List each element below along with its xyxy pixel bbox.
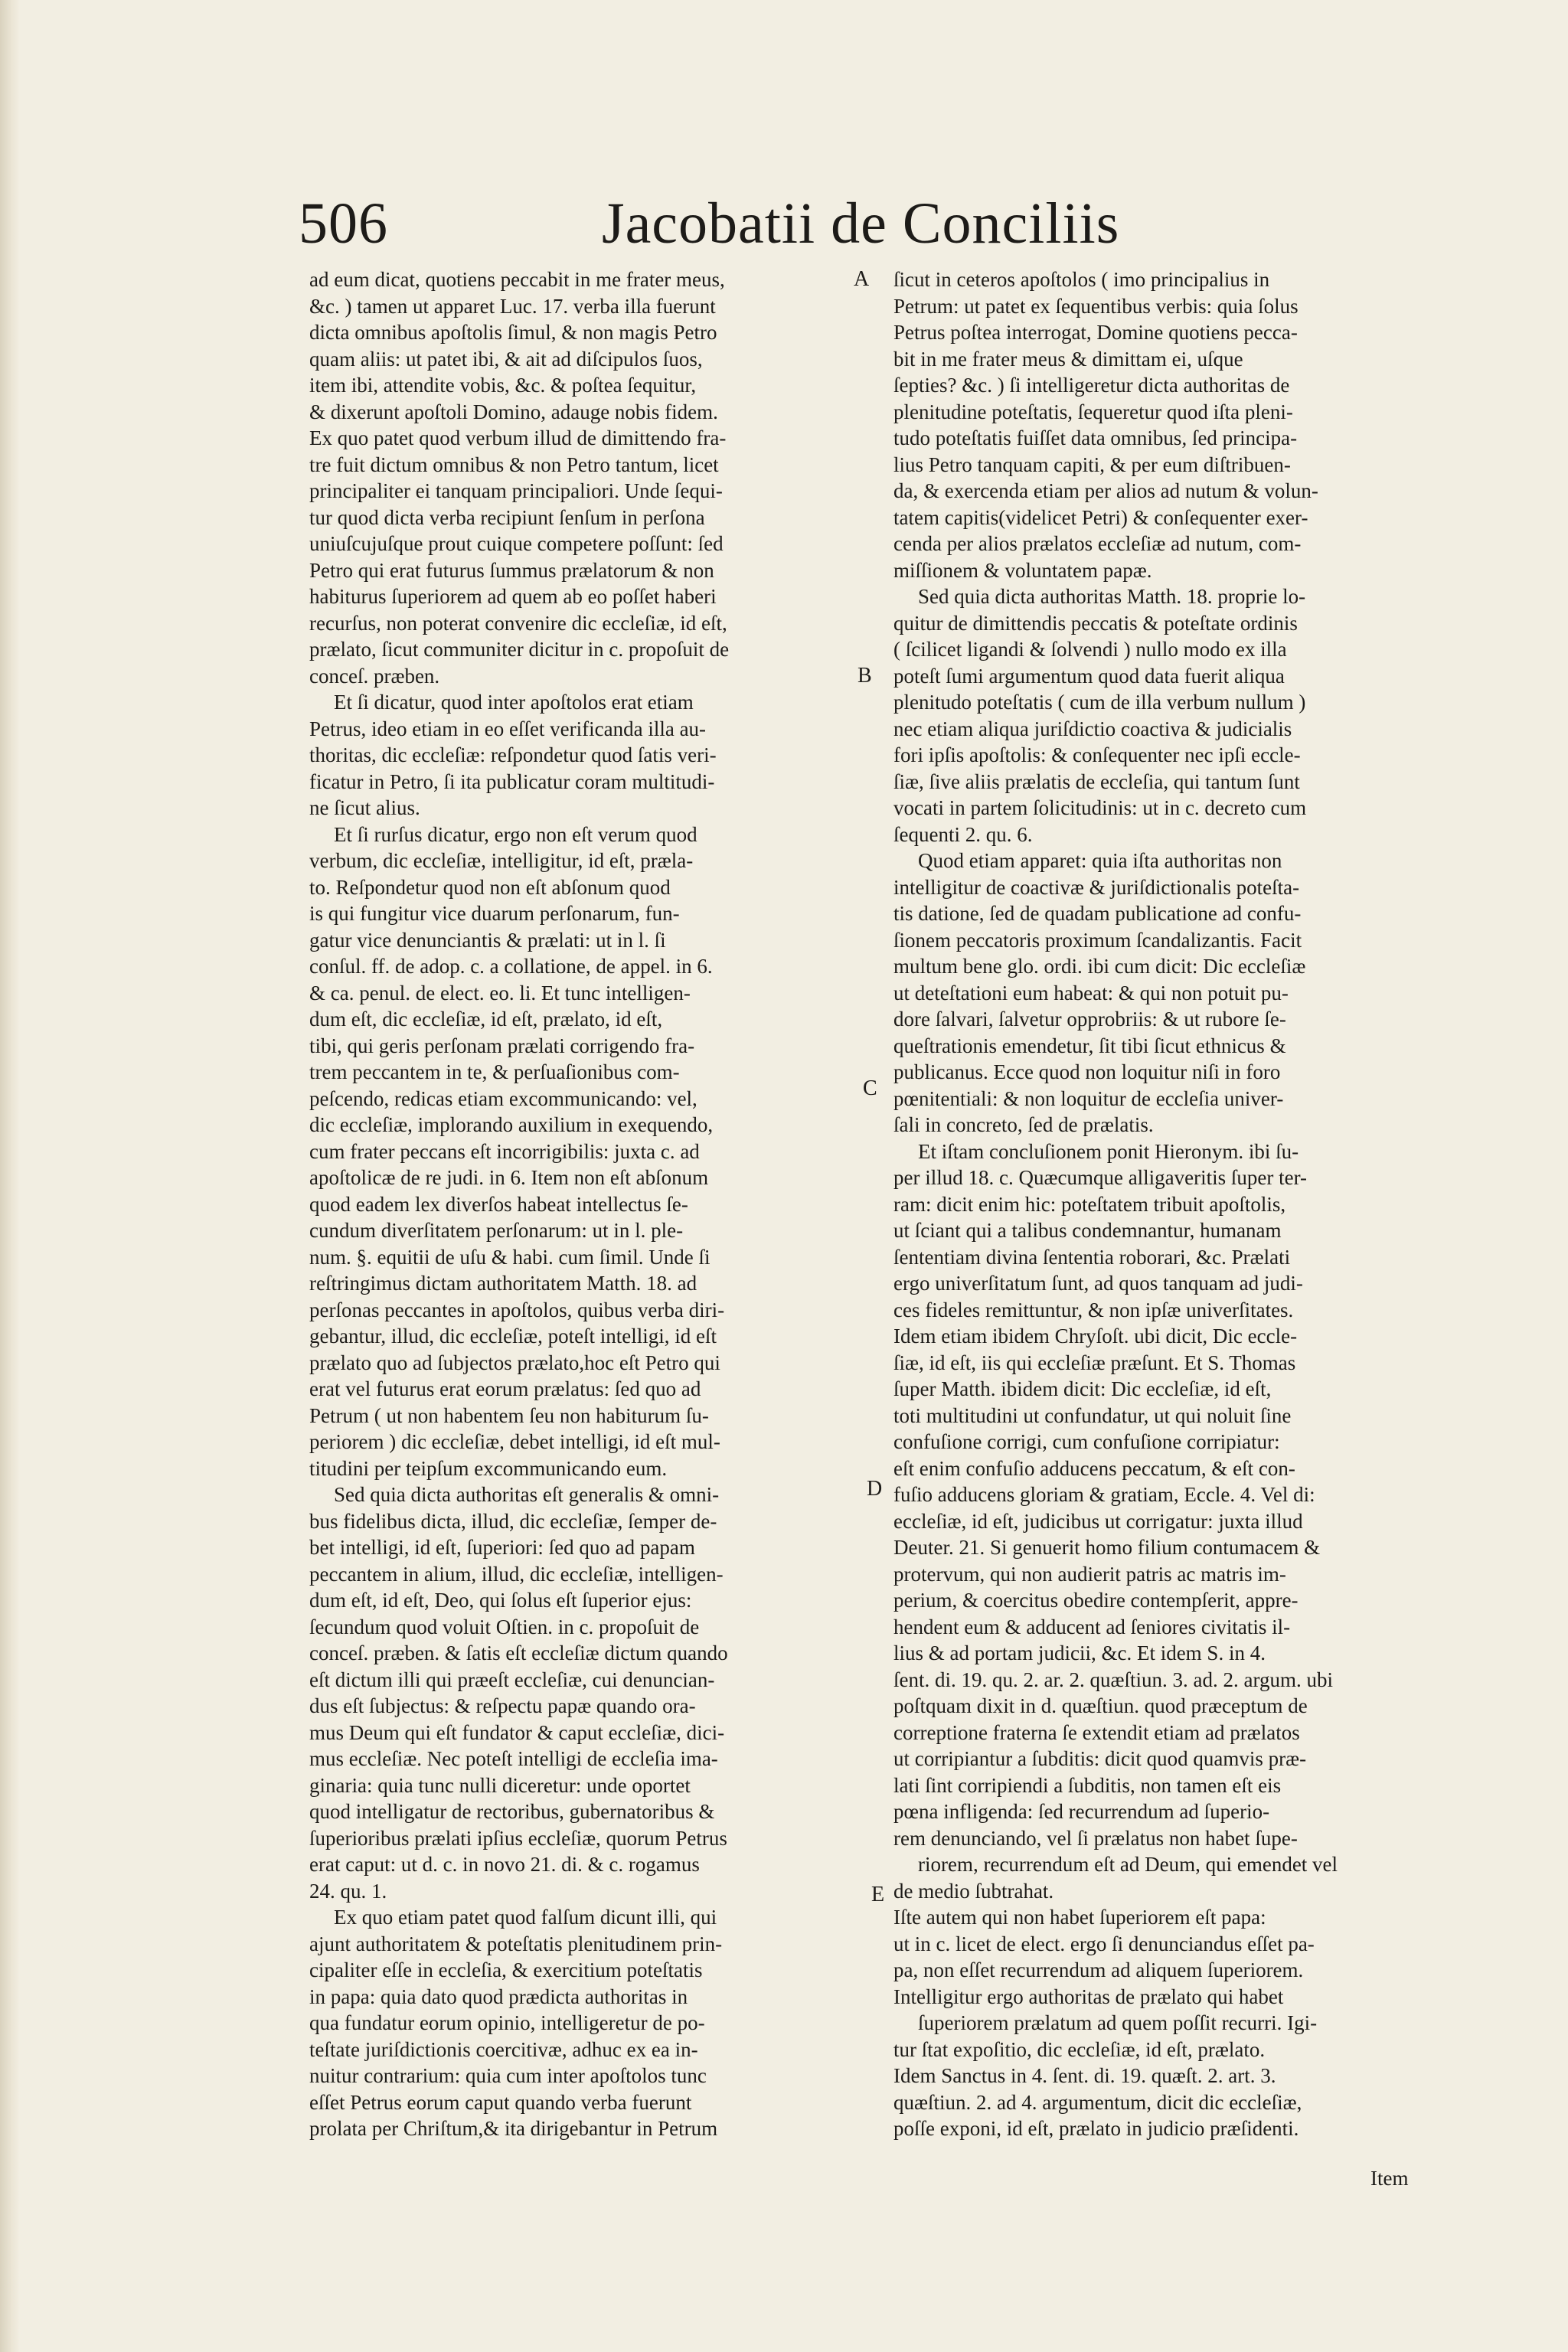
text-line: item ibi, attendite vobis, &c. & poſtea ſequitur,: [309, 374, 697, 397]
text-line: bit in me frater meus & dimittam ei, uſque: [893, 347, 1243, 371]
text-line: pœnitentiali: & non loquitur de eccleſia univer-: [893, 1086, 1284, 1110]
page-number: 506: [299, 191, 388, 256]
marginal-letter-d: D: [867, 1477, 883, 1501]
text-line: miſſionem & voluntatem papæ.: [893, 558, 1152, 582]
text-line: poteſt ſumi argumentum quod data fuerit aliqua: [893, 664, 1285, 688]
text-line: Petrus, ideo etiam in eo eſſet verificanda illa au-: [309, 717, 707, 740]
text-line: ſepties? &c. ) ſi intelligeretur dicta authoritas de: [893, 374, 1290, 397]
text-line: ginaria: quia tunc nulli diceretur: unde oportet: [309, 1773, 691, 1797]
text-line: Sed quia dicta authoritas eſt generalis & omni-: [334, 1483, 720, 1506]
text-line: Et ſi rurſus dicatur, ergo non eſt verum quod: [334, 822, 697, 846]
marginal-letter-e: E: [871, 1883, 885, 1906]
text-line: dic eccleſiæ, implorando auxilium in exequendo,: [309, 1113, 714, 1136]
text-line: prælato, ſicut communiter dicitur in c. propoſuit de: [309, 638, 730, 661]
text-line: ſuper Matth. ibidem dicit: Dic eccleſiæ, id eſt,: [893, 1377, 1272, 1400]
text-line: tudo poteſtatis fuiſſet data omnibus, ſed principa-: [893, 426, 1298, 449]
text-line: quod intelligatur de rectoribus, gubernatoribus &: [309, 1800, 715, 1823]
text-line: ces fideles remittuntur, & non ipſæ univerſitates.: [893, 1298, 1294, 1321]
text-line: ficatur in Petro, ſi ita publicatur coram multitudi-: [309, 769, 715, 793]
text-line: ram: dicit enim hic: poteſtatem tribuit apoſtolis,: [893, 1192, 1286, 1216]
text-line: eſt enim confuſio adducens peccatum, & eſt con-: [893, 1456, 1295, 1480]
text-line: reſtringimus dictam authoritatem Matth. 18. ad: [309, 1272, 697, 1295]
text-line: lati ſint corripiendi a ſubditis, non tamen eſt eis: [893, 1773, 1282, 1797]
text-line: dus eſt ſubjectus: & reſpectu papæ quando ora-: [309, 1694, 696, 1717]
marginal-letter-b: B: [858, 664, 872, 688]
text-line: ſuperioribus prælati ipſius eccleſiæ, quorum Petrus: [309, 1826, 727, 1850]
text-line: tatem capitis(videlicet Petri) & conſequenter exer-: [893, 505, 1308, 529]
text-line: conſul. ff. de adop. c. a collatione, de appel. in 6.: [309, 955, 713, 978]
text-line: Petrum ( ut non habentem ſeu non habiturum ſu-: [309, 1403, 709, 1427]
text-line: correptione fraterna ſe extendit etiam ad prælatos: [893, 1720, 1300, 1744]
text-line: tur quod dicta verba recipiunt ſenſum in perſona: [309, 505, 705, 529]
text-line: peccantem in alium, illud, dic eccleſiæ, intelligen-: [309, 1562, 724, 1586]
text-line: ſuperiorem prælatum ad quem poſſit recurri. Igi-: [918, 2011, 1318, 2034]
text-line: de medio ſubtrahat.: [893, 1879, 1054, 1903]
text-line: & dixerunt apoſtoli Domino, adauge nobis fidem.: [309, 400, 718, 423]
text-line: 24. qu. 1.: [309, 1879, 387, 1903]
text-line: perium, & coercitus obedire contempſerit, appre-: [893, 1589, 1298, 1612]
text-line: dum eſt, dic eccleſiæ, id eſt, prælato, id eſt,: [309, 1008, 663, 1031]
text-line: quæſtiun. 2. ad 4. argumentum, dicit dic eccleſiæ,: [893, 2090, 1302, 2114]
text-line: confuſione corrigi, cum confuſione corripiatur:: [893, 1430, 1280, 1453]
text-line: ſiæ, ſive aliis prælatis de eccleſia, qui tantum ſunt: [893, 769, 1300, 793]
text-line: num. §. equitii de uſu & habi. cum ſimil. Unde ſi: [309, 1245, 710, 1269]
text-line: Petro qui erat futurus ſummus prælatorum & non: [309, 558, 714, 582]
text-line: Deuter. 21. Si genuerit homo filium contumacem &: [893, 1536, 1321, 1559]
text-line: Idem Sanctus in 4. ſent. di. 19. quæſt. 2. art. 3.: [893, 2064, 1276, 2087]
text-line: Sed quia dicta authoritas Matth. 18. proprie lo-: [918, 585, 1306, 608]
text-line: erat vel futurus erat eorum prælatus: ſed quo ad: [309, 1377, 701, 1400]
text-line: vocati in partem ſolicitudinis: ut in c. decreto cum: [893, 796, 1307, 819]
text-line: da, & exercenda etiam per alios ad nutum & volun-: [893, 479, 1318, 502]
text-line: ad eum dicat, quotiens peccabit in me frater meus,: [309, 268, 725, 291]
text-line: plenitudine poteſtatis, ſequeretur quod iſta pleni-: [893, 400, 1293, 423]
text-line: prælato quo ad ſubjectos prælato,hoc eſt Petro qui: [309, 1351, 720, 1374]
text-line: ſecundum quod voluit Oſtien. in c. propoſuit de: [309, 1615, 700, 1638]
text-line: Ex quo patet quod verbum illud de dimittendo fra-: [309, 426, 727, 449]
text-line: nec etiam aliqua juriſdictio coactiva & judicialis: [893, 717, 1292, 740]
text-line: eſſet Petrus eorum caput quando verba fuerunt: [309, 2090, 692, 2114]
text-line: hendent eum & adducent ad ſeniores civitatis il-: [893, 1615, 1291, 1638]
text-line: ne ſicut alius.: [309, 796, 420, 819]
text-line: uniuſcujuſque prout cuique competere poſſunt: ſed: [309, 532, 724, 555]
text-line: pœna infligenda: ſed recurrendum ad ſuperio-: [893, 1800, 1270, 1823]
text-line: thoritas, dic eccleſiæ: reſpondetur quod ſatis veri-: [309, 743, 717, 766]
text-line: fuſio adducens gloriam & gratiam, Eccle. 4. Vel di:: [893, 1483, 1315, 1506]
text-line: Et iſtam concluſionem ponit Hieronym. ibi ſu-: [918, 1139, 1299, 1163]
text-line: fori ipſis apoſtolis: & conſequenter nec ipſi eccle-: [893, 743, 1301, 766]
text-line: teſtate juriſdictionis coercitivæ, adhuc ex ea in-: [309, 2037, 698, 2061]
text-line: ut in c. licet de elect. ergo ſi denunciandus eſſet pa-: [893, 1932, 1315, 1955]
text-line: perſonas peccantes in apoſtolos, quibus verba diri-: [309, 1298, 725, 1321]
text-line: periorem ) dic eccleſiæ, debet intelligi, id eſt mul-: [309, 1430, 720, 1453]
text-line: multum bene glo. ordi. ibi cum dicit: Dic eccleſiæ: [893, 955, 1306, 978]
text-line: tibi, qui geris perſonam prælati corrigendo fra-: [309, 1034, 695, 1057]
text-line: Iſte autem qui non habet ſuperiorem eſt papa:: [893, 1906, 1266, 1929]
running-head: Jacobatii de Conciliis: [602, 191, 1120, 256]
marginal-letter-a: A: [854, 267, 870, 291]
text-line: lius & ad portam judicii, &c. Et idem S. in 4.: [893, 1642, 1266, 1664]
text-line: poſſe exponi, id eſt, prælato in judicio præſidenti.: [893, 2117, 1299, 2140]
text-line: apoſtolicæ de re judi. in 6. Item non eſt abſonum: [309, 1166, 709, 1189]
text-line: dicta omnibus apoſtolis ſimul, & non magis Petro: [309, 321, 717, 344]
text-line: ut ſciant qui a talibus condemnantur, humanam: [893, 1219, 1282, 1242]
text-line: quod eadem lex diverſos habeat intellectus ſe-: [309, 1192, 688, 1216]
text-line: Ex quo etiam patet quod falſum dicunt illi, qui: [334, 1906, 717, 1929]
text-line: bus fidelibus dicta, illud, dic eccleſiæ, ſemper de-: [309, 1509, 717, 1533]
text-line: verbum, dic eccleſiæ, intelligitur, id eſt, præla-: [309, 849, 694, 872]
text-line: bet intelligi, id eſt, ſuperiori: ſed quo ad papam: [309, 1536, 695, 1559]
text-line: & ca. penul. de elect. eo. li. Et tunc intelligen-: [309, 981, 691, 1004]
text-line: ſiæ, id eſt, iis qui eccleſiæ præſunt. Et S. Thomas: [893, 1351, 1296, 1374]
text-line: ſionem peccatoris proximum ſcandalizantis. Facit: [893, 928, 1302, 952]
text-line: mus eccleſiæ. Nec poteſt intelligi de eccleſia ima-: [309, 1747, 718, 1770]
text-line: Quod etiam apparet: quia iſta authoritas non: [918, 849, 1282, 872]
text-line: mus Deum qui eſt fundator & caput eccleſiæ, dici-: [309, 1720, 725, 1744]
text-line: ajunt authoritatem & poteſtatis plenitudinem prin-: [309, 1932, 723, 1955]
text-line: quam aliis: ut patet ibi, & ait ad diſcipulos ſuos,: [309, 347, 703, 371]
text-line: ( ſcilicet ligandi & ſolvendi ) nullo modo ex illa: [893, 638, 1287, 661]
text-line: cum frater peccans eſt incorrigibilis: juxta c. ad: [309, 1139, 700, 1163]
text-line: &c. ) tamen ut apparet Luc. 17. verba illa fuerunt: [309, 294, 716, 318]
text-line: publicanus. Ecce quod non loquitur niſi in foro: [893, 1060, 1281, 1083]
text-line: nuitur contrarium: quia cum inter apoſtolos tunc: [309, 2064, 707, 2087]
text-line: gatur vice denunciantis & prælati: ut in l. ſi: [309, 928, 666, 952]
text-line: conceſ. præben. & ſatis eſt eccleſiæ dictum quando: [309, 1642, 728, 1664]
text-line: is qui fungitur vice duarum perſonarum, fun-: [309, 902, 680, 925]
text-line: ſali in concreto, ſed de prælatis.: [893, 1113, 1154, 1136]
text-line: trem peccantem in te, & perſuaſionibus com-: [309, 1060, 680, 1083]
text-line: cenda per alios prælatos eccleſiæ ad nutum, com-: [893, 532, 1302, 555]
text-line: principaliter ei tanquam principaliori. Unde ſequi-: [309, 479, 723, 502]
text-line: pa, non eſſet recurrendum ad aliquem ſuperiorem.: [893, 1958, 1304, 1981]
text-line: plenitudo poteſtatis ( cum de illa verbum nullum ): [893, 691, 1306, 714]
text-line: toti multitudini ut confundatur, ut qui noluit ſine: [893, 1403, 1292, 1427]
text-line: cipaliter eſſe in eccleſia, & exercitium poteſtatis: [309, 1958, 703, 1981]
text-line: prolata per Chriſtum,& ita dirigebantur in Petrum: [309, 2117, 718, 2140]
marginal-letter-c: C: [863, 1076, 877, 1100]
text-line: protervum, qui non audierit patris ac matris im-: [893, 1562, 1286, 1586]
text-line: eſt dictum illi qui præeſt eccleſiæ, cui denuncian-: [309, 1668, 715, 1691]
text-line: recurſus, non poterat convenire dic eccleſiæ, id eſt,: [309, 611, 727, 635]
text-line: gebantur, illud, dic eccleſiæ, poteſt intelligi, id eſt: [309, 1325, 717, 1348]
text-line: tur ſtat expoſitio, dic eccleſiæ, id eſt, prælato.: [893, 2037, 1266, 2061]
text-line: dum eſt, id eſt, Deo, qui ſolus eſt ſuperior ejus:: [309, 1589, 692, 1612]
text-line: to. Reſpondetur quod non eſt abſonum quod: [309, 875, 671, 899]
text-line: ergo univerſitatum ſunt, ad quos tanquam ad judi-: [893, 1272, 1303, 1295]
text-line: tis datione, ſed de quadam publicatione ad confu-: [893, 902, 1302, 925]
text-line: Intelligitur ergo authoritas de prælato qui habet: [893, 1984, 1284, 2008]
text-line: ſententiam divina ſententia roborari, &c. Prælati: [893, 1245, 1291, 1269]
text-line: qua fundatur eorum opinio, intelligeretur de po-: [309, 2011, 705, 2034]
text-line: ſequenti 2. qu. 6.: [893, 822, 1033, 846]
text-line: cundum diverſitatem perſonarum: ut in l. ple-: [309, 1219, 684, 1242]
text-line: Petrus poſtea interrogat, Domine quotiens pecca-: [893, 321, 1298, 344]
text-line: tre fuit dictum omnibus & non Petro tantum, licet: [309, 452, 719, 476]
text-line: ut deteſtationi eum habeat: & qui non potuit pu-: [893, 981, 1289, 1004]
text-line: ſicut in ceteros apoſtolos ( imo principalius in: [893, 268, 1270, 291]
text-line: quitur de dimittendis peccatis & poteſtate ordinis: [893, 611, 1298, 635]
text-line: Petrum: ut patet ex ſequentibus verbis: quia ſolus: [893, 294, 1298, 318]
text-line: habiturus ſuperiorem ad quem ab eo poſſet haberi: [309, 585, 717, 608]
text-line: conceſ. præben.: [309, 664, 440, 688]
right-text-column: [893, 266, 1452, 2142]
text-line: poſtquam dixit in d. quæſtiun. quod præceptum de: [893, 1694, 1308, 1717]
catchword: Item: [1370, 2167, 1409, 2190]
text-line: rem denunciando, vel ſi prælatus non habet ſupe-: [893, 1826, 1298, 1850]
text-line: intelligitur de coactivæ & juriſdictionalis poteſta-: [893, 875, 1300, 899]
text-line: in papa: quia dato quod prædicta authoritas in: [309, 1984, 688, 2008]
left-text-column: [309, 266, 861, 2142]
text-line: queſtrationis emendetur, ſit tibi ſicut ethnicus &: [893, 1034, 1286, 1057]
text-line: ſent. di. 19. qu. 2. ar. 2. quæſtiun. 3. ad. 2. argum. ubi: [893, 1668, 1333, 1691]
text-line: ut corripiantur a ſubditis: dicit quod quamvis præ-: [893, 1747, 1307, 1770]
text-line: eccleſiæ, id eſt, judicibus ut corrigatur: juxta illud: [893, 1509, 1303, 1533]
text-line: erat caput: ut d. c. in novo 21. di. & c. rogamus: [309, 1853, 700, 1876]
text-line: Idem etiam ibidem Chryſoſt. ubi dicit, Dic eccle-: [893, 1325, 1298, 1348]
text-line: per illud 18. c. Quæcumque alligaveritis ſuper ter-: [893, 1166, 1308, 1189]
text-line: dore ſalvari, ſalvetur opprobriis: & ut rubore ſe-: [893, 1008, 1286, 1031]
text-line: lius Petro tanquam capiti, & per eum diſtribuen-: [893, 452, 1291, 476]
text-line: peſcendo, redicas etiam excommunicando: vel,: [309, 1086, 697, 1110]
binding-edge: [0, 0, 20, 2352]
text-line: Et ſi dicatur, quod inter apoſtolos erat etiam: [334, 691, 694, 714]
text-line: titudini per teipſum excommunicando eum.: [309, 1456, 668, 1480]
text-line: riorem, recurrendum eſt ad Deum, qui emendet vel: [918, 1853, 1338, 1876]
